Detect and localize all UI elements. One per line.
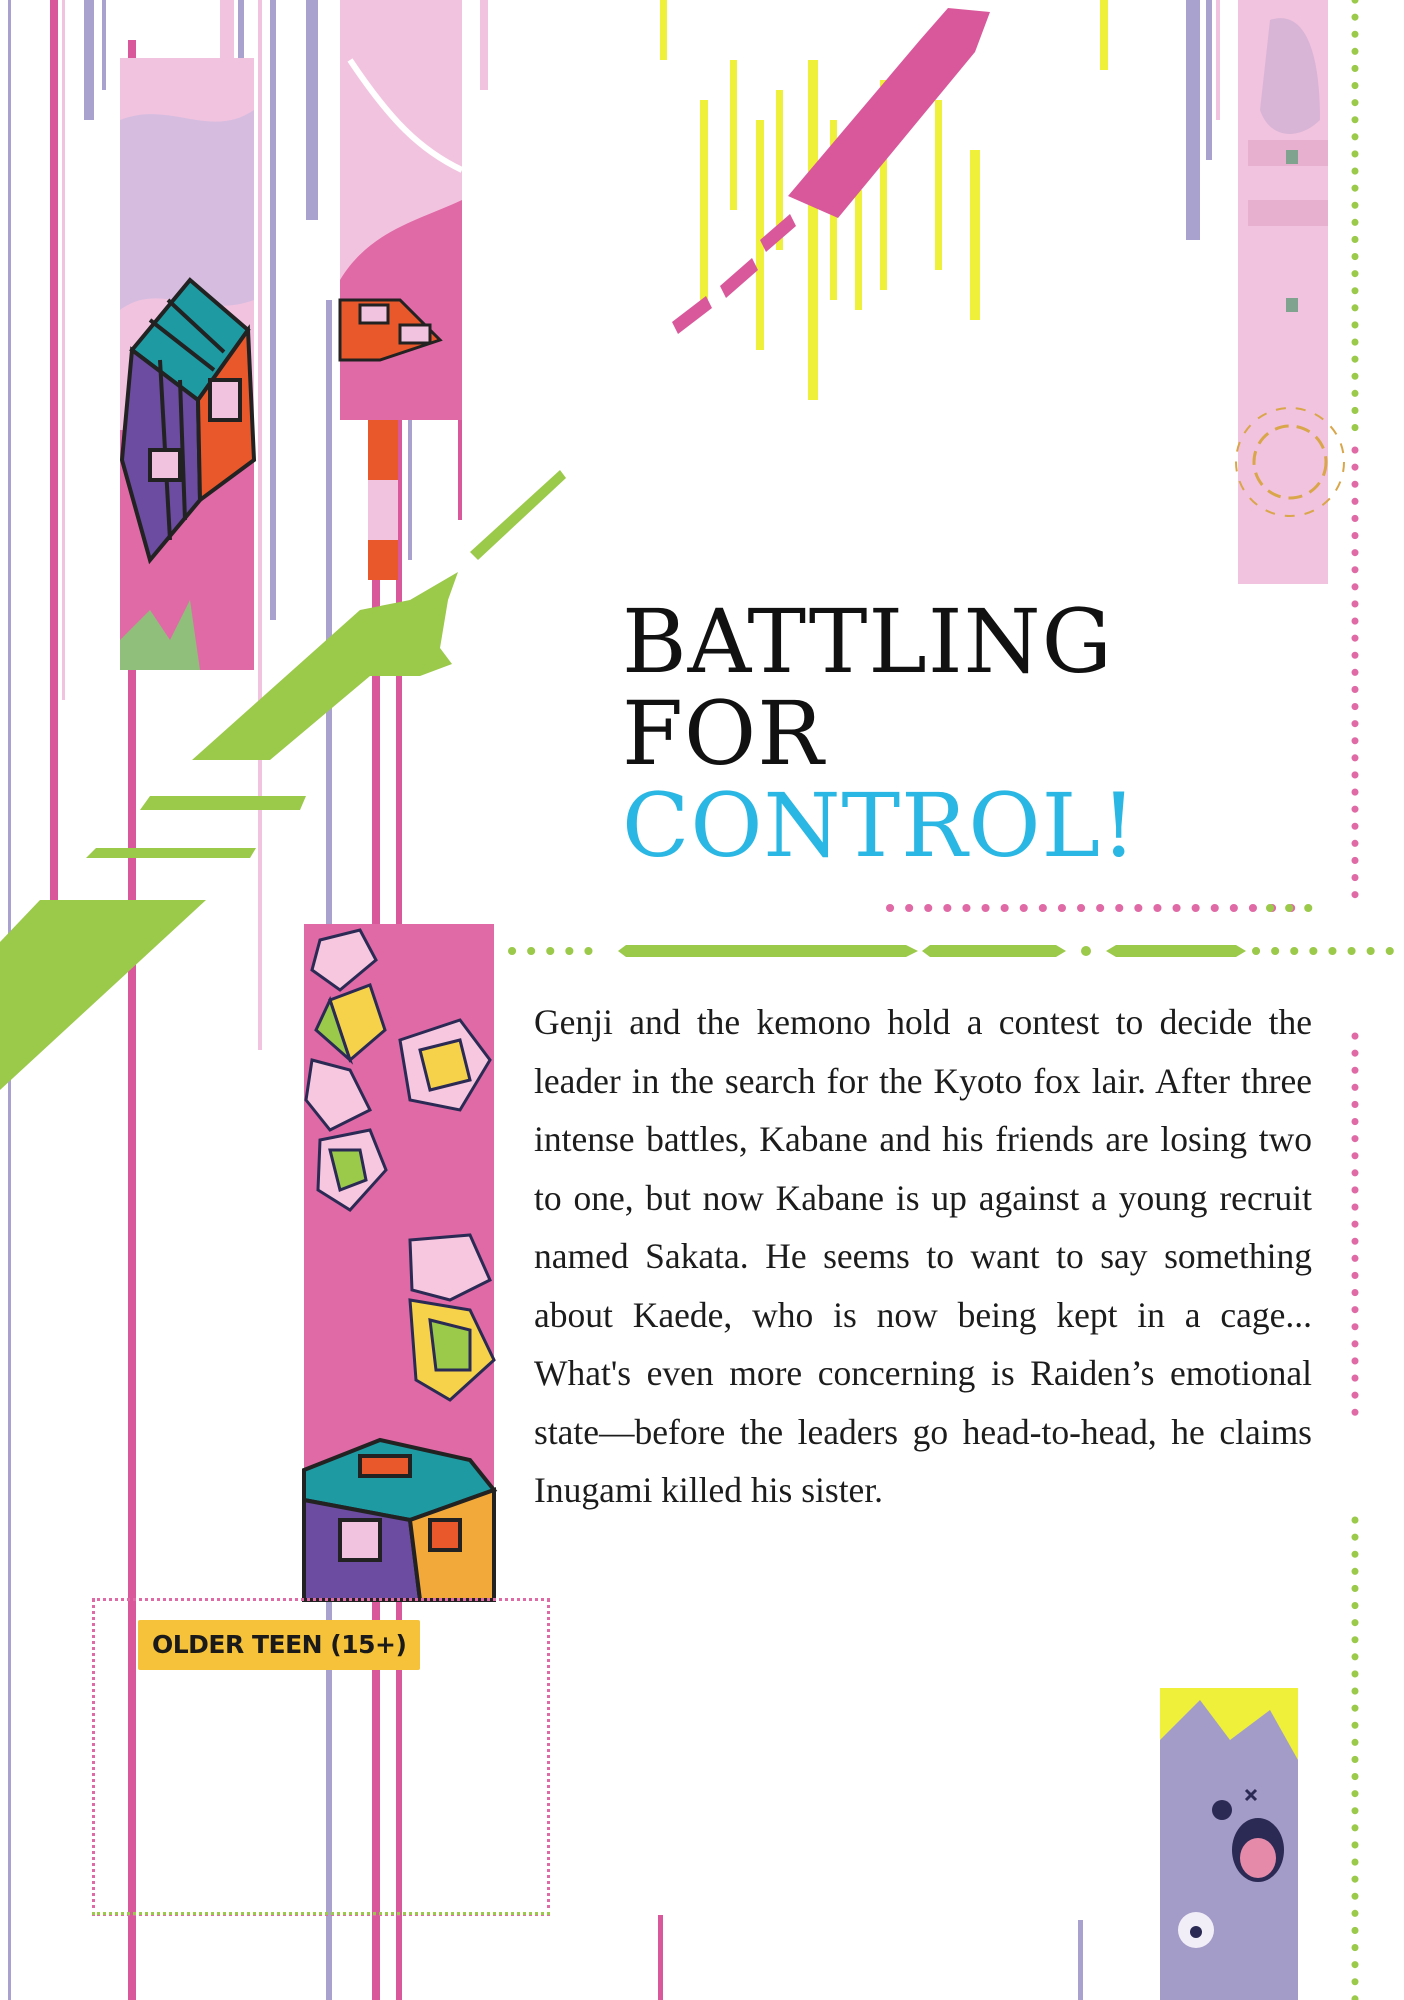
- headline-line-1: BATTLING: [622, 590, 1113, 693]
- green-divider: [618, 945, 1246, 957]
- headline: [622, 590, 1182, 877]
- synopsis-text: Genji and the kemono hold a contest to decide the leader in the search for the Kyoto fox lair. After three intense battles, Kabane and his friends are losing two to one, but now Kabane is up against a young recruit named Sakata. He seems to want to say something about Kaede, who is now being kept in a cage... What's even more concerning is Raiden’s emotional state—before the leaders go head-to-head, he claims Inugami killed his sister.: [534, 1002, 1312, 1510]
- headline-line-2: FOR: [622, 682, 825, 785]
- rating-box-bottom-edge: [92, 1912, 550, 1915]
- right-art-panel: [1236, 0, 1344, 584]
- age-rating-badge: OLDER TEEN (15+): [138, 1620, 420, 1670]
- left-art-panel: [120, 58, 254, 670]
- dice-art-panel: [304, 924, 494, 1600]
- dog-mascot-icon: [1160, 1700, 1298, 2000]
- puzzle-cube-icon: [304, 1440, 494, 1600]
- headline-line-3: CONTROL!: [622, 774, 1138, 877]
- dog-art-panel: [1160, 1688, 1298, 2000]
- yellow-streaks: [660, 0, 1108, 400]
